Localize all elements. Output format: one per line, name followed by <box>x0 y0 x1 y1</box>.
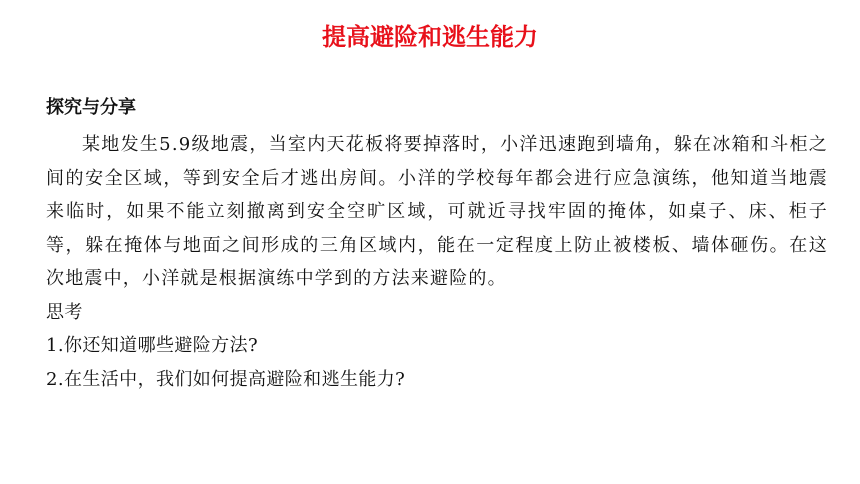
slide-body <box>46 128 828 396</box>
question-item: 1.你还知道哪些避险方法? <box>46 335 259 356</box>
section-heading: 探究与分享 <box>46 97 136 118</box>
slide-title: 提高避险和逃生能力 <box>322 23 538 51</box>
question-item: 2.在生活中，我们如何提高避险和逃生能力? <box>46 368 406 390</box>
story-paragraph: 某地发生5.9级地震，当室内天花板将要掉落时，小洋迅速跑到墙角，躲在冰箱和斗柜之间的安全区域，等到安全后才逃出房间。小洋的学校每年都会进行应急演练，他知道当地震来临时，如果不能立刻撤离到安全空旷区域，可就近寻找牢固的掩体，如桌子、床、柜子等，躲在掩体与地面之间形成的三角区域内，能在一定程度上防止被楼板、墙体砸伤。在这次地震中，小洋就是根据演练中学到的方法来避险的。 <box>46 134 828 289</box>
think-label: 思考 <box>46 301 83 323</box>
